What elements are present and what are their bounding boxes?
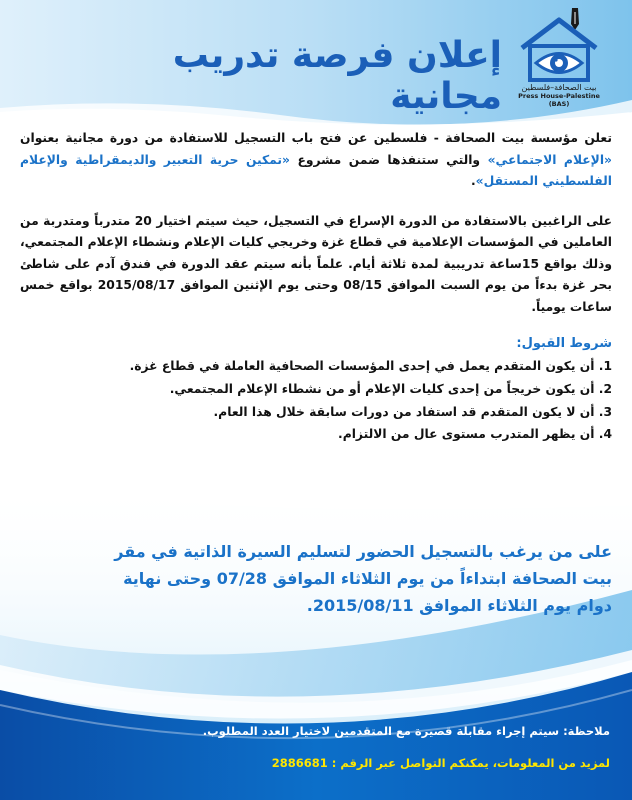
contact-info: لمزيد من المعلومات، يمكنكم التواصل عبر الرقم : 2886681 <box>271 756 610 771</box>
logo-name-arabic: بيت الصحافة–فلسطين <box>521 83 597 92</box>
interview-note: ملاحظة: سيتم إجراء مقابلة قصيرة مع المتقدمين لاختيار العدد المطلوب. <box>202 724 610 738</box>
conditions-list <box>20 355 612 446</box>
condition-item: 1. أن يكون المتقدم يعمل في إحدى المؤسسات الصحافية العاملة في قطاع غزة. <box>129 359 612 374</box>
registration-call-to-action <box>50 538 612 620</box>
house-eye-icon <box>514 6 604 84</box>
intro-paragraph <box>20 128 612 193</box>
logo-abbreviation: (BAS) <box>548 99 570 108</box>
cta-line: بيت الصحافة ابتداءاً من يوم الثلاثاء الموافق 07/28 وحتى نهاية <box>123 569 612 589</box>
course-name: «الإعلام الاجتماعي» <box>487 152 613 167</box>
details-paragraph: على الراغبين بالاستفادة من الدورة الإسراع في التسجيل، حيث سيتم اختيار 20 متدرباً ومتدربة من العاملين في المؤسسات الإعلامية في قطاع غزة وخريجي كليات الإعلام ونشطاء الإعلام المجتمعي، وذلك بواقع 15ساعة تدريبية لمدة ثلاثة أيام. علماً بأنه سيتم عقد الدورة في فندق آدم على شاطئ بحر غزة بدءاً من يوم السبت الموافق 08/15 وحتى يوم الإثنين الموافق 2015/08/17 بواقع خمس ساعات يومياً. <box>20 213 613 314</box>
condition-item: 4. أن يظهر المتدرب مستوى عال من الالتزام. <box>338 427 612 442</box>
announcement-body <box>20 128 612 446</box>
header <box>0 0 632 115</box>
project-name: «تمكين حرية التعبير والديمقراطية والإعلام الفلسطيني المستقل» <box>20 152 612 189</box>
page-title: إعلان فرصة تدريب مجانية <box>172 35 502 117</box>
cta-line: على من يرغب بالتسجيل الحضور لتسليم السيرة الذاتية في مقر <box>114 542 612 561</box>
cta-line: دوام يوم الثلاثاء الموافق 2015/08/11. <box>306 596 612 616</box>
logo-name-english: Press House-Palestine <box>518 91 600 100</box>
footer <box>14 722 610 773</box>
intro-text: تعلن مؤسسة بيت الصحافة - فلسطين عن فتح باب التسجيل للاستفادة من دورة مجانية بعنوان <box>20 131 612 145</box>
intro-mid-text: والتي ستنفذها ضمن مشروع <box>290 152 488 167</box>
condition-item: 2. أن يكون خريجاً من إحدى كليات الإعلام أو من نشطاء الإعلام المجتمعي. <box>169 381 612 396</box>
conditions-heading: شروط القبول: <box>516 336 612 352</box>
intro-end: . <box>470 174 476 189</box>
condition-item: 3. أن لا يكون المتقدم قد استفاد من دورات سابقة خلال هذا العام. <box>213 404 612 419</box>
press-house-logo <box>514 6 604 114</box>
